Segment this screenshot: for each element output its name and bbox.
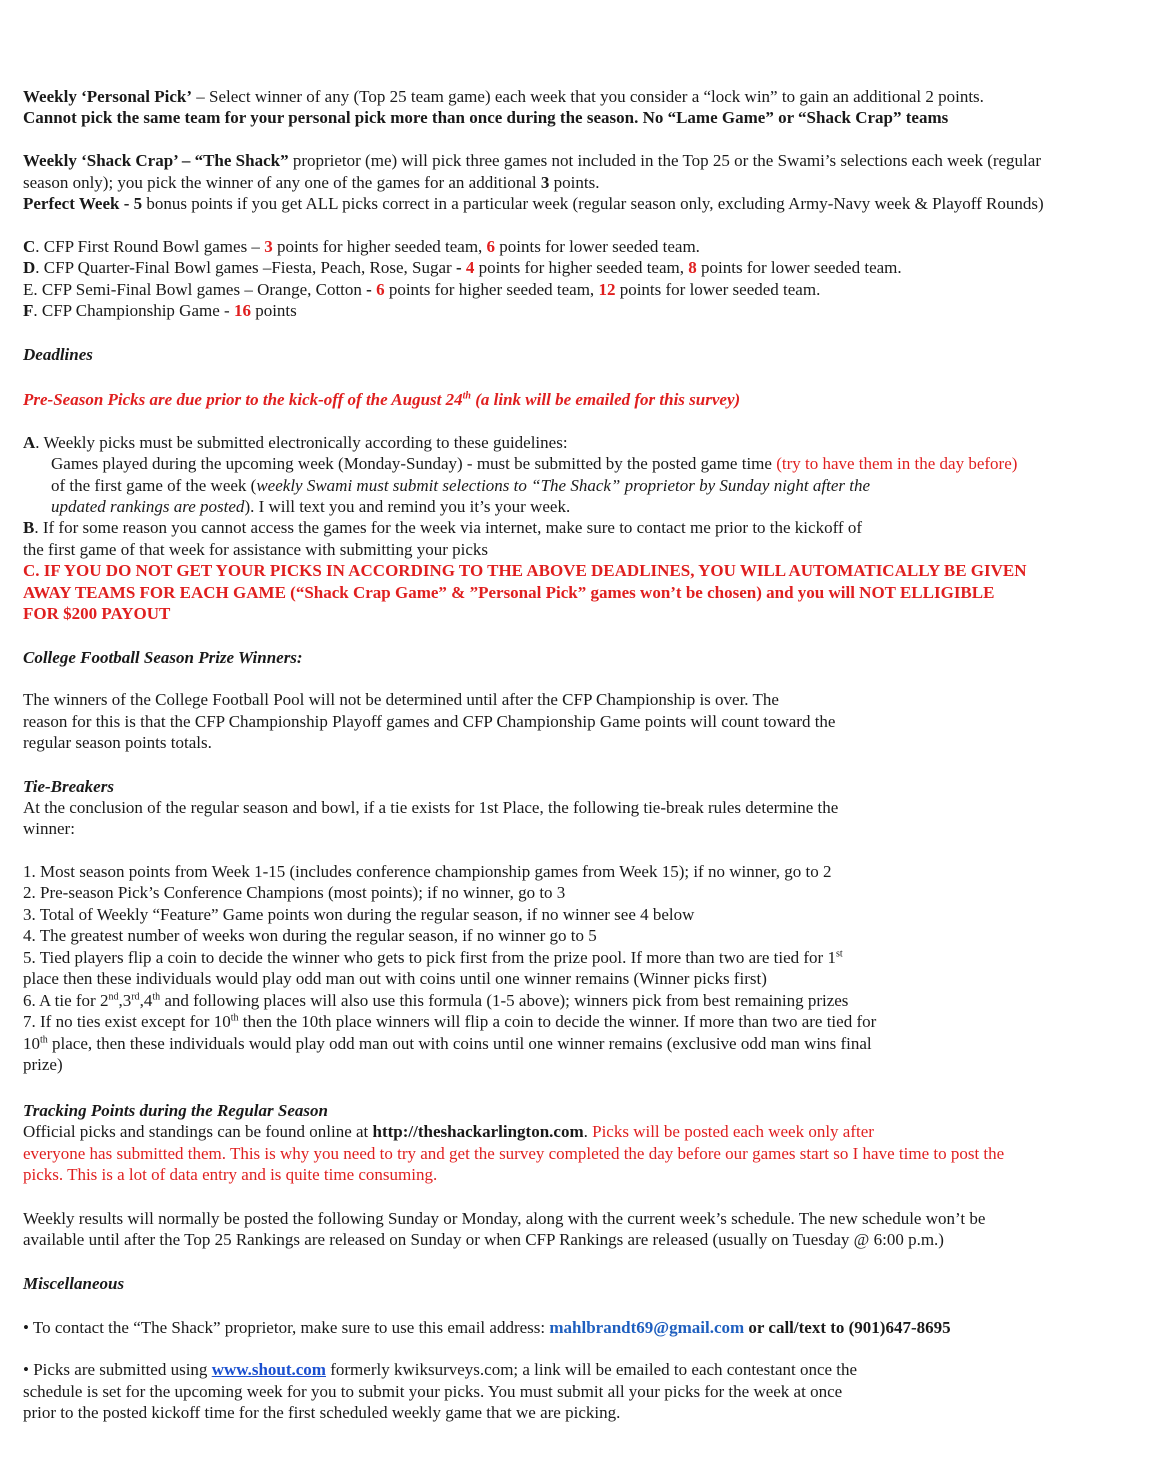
tracking-red-text: Picks will be posted each week only after — [592, 1122, 874, 1141]
tiebreaker-rule-6-text: ,4 — [139, 991, 153, 1010]
prize-line2: reason for this is that the CFP Championship Playoff games and CFP Championship Game points will count toward the — [23, 712, 836, 731]
bowl-rule-c — [23, 236, 700, 258]
perfect-week-rule — [23, 193, 1044, 215]
tiebreaker-rule-7-text: then the 10th place winners will flip a coin to decide the winner. If more than two are tied for — [238, 1012, 877, 1031]
preseason-note: (a link will be emailed for this survey) — [471, 390, 741, 409]
bowl-points-high: 4 — [465, 258, 475, 277]
bowl-points-low: 6 — [486, 237, 496, 256]
tiebreaker-rule-6-text: ,3 — [118, 991, 132, 1010]
personal-pick-text: – Select winner of any (Top 25 team game) each week that you consider a “lock win” to gain an additional 2 points. — [192, 87, 984, 106]
personal-pick-restriction: Cannot pick the same team for your personal pick more than once during the season. No “Lame Game” or “Shack Crap” teams — [23, 108, 949, 127]
tiebreaker-rule-7-text: 10 — [23, 1034, 40, 1053]
shack-crap-line1: proprietor (me) will pick three games not included in the Top 25 or the Swami’s selections each week (regular — [288, 151, 1041, 170]
bowl-rule-d — [23, 257, 902, 279]
deadline-a-sub1-red: (try to have them in the day before) — [776, 454, 1018, 473]
deadline-c-line2: AWAY TEAMS FOR EACH GAME (“Shack Crap Game” & ”Personal Pick” games won’t be chosen) and you will NOT ELLIGIBLE — [23, 583, 995, 602]
bowl-points-low: 8 — [688, 258, 697, 277]
deadline-a-sub3-text: ). I will text you and remind you it’s your week. — [244, 497, 571, 516]
bowl-text: points for lower seeded team. — [615, 280, 821, 299]
perfect-week-text: bonus points if you get ALL picks correct in a particular week (regular season only, excluding Army-Navy week & Playoff Rounds) — [142, 194, 1044, 213]
misc-heading: Miscellaneous — [23, 1274, 125, 1293]
prize-line3: regular season points totals. — [23, 733, 212, 752]
tiebreaker-rule-5 — [23, 947, 843, 969]
prize-line1: The winners of the College Football Pool will not be determined until after the CFP Championship is over. The — [23, 690, 779, 709]
tiebreaker-rule-7 — [23, 1011, 876, 1033]
tiebreaker-rule-5-text: 5. Tied players flip a coin to decide the winner who gets to pick first from the prize pool. If more than two are tied for 1 — [23, 948, 836, 967]
deadline-a-sub2 — [51, 475, 870, 497]
deadlines-heading: Deadlines — [23, 345, 93, 364]
bowl-rule-f — [23, 300, 297, 322]
tiebreaker-rule-6 — [23, 990, 848, 1012]
perfect-week-title: Perfect Week - 5 — [23, 194, 143, 213]
deadline-a-sub1 — [51, 453, 1017, 475]
bowl-points-low: 12 — [598, 280, 616, 299]
tracking-text: . — [583, 1122, 593, 1141]
tracking-text: Official picks and standings can be found online at — [23, 1122, 373, 1141]
contact-text: • To contact the “The Shack” proprietor, make sure to use this email address: — [23, 1318, 550, 1337]
tiebreaker-rule-7b — [23, 1033, 872, 1055]
tiebreakers-heading: Tie-Breakers — [23, 777, 114, 796]
bowl-points-high: 3 — [264, 237, 273, 256]
picks-line1 — [23, 1359, 857, 1381]
tiebreaker-rule-7c: prize) — [23, 1055, 63, 1074]
preseason-sup: th — [462, 390, 471, 402]
contact-line — [23, 1317, 951, 1339]
deadline-a — [23, 432, 568, 454]
picks-line3: prior to the posted kickoff time for the first scheduled weekly game that we are picking. — [23, 1403, 621, 1422]
shack-crap-line2b: points. — [549, 173, 600, 192]
bowl-dash: - — [366, 280, 377, 299]
tiebreaker-rule-4: 4. The greatest number of weeks won during the regular season, if no winner go to 5 — [23, 926, 597, 945]
bowl-text: points for higher seeded team, — [474, 258, 689, 277]
picks-line2: schedule is set for the upcoming week for you to submit your picks. You must submit all your picks for the week at once — [23, 1382, 843, 1401]
tiebreakers-intro1: At the conclusion of the regular season and bowl, if a tie exists for 1st Place, the following tie-break rules determine the — [23, 798, 839, 817]
shack-crap-points: 3 — [540, 173, 550, 192]
shack-crap-line2 — [23, 172, 599, 194]
tiebreaker-rule-5-sup: st — [835, 948, 843, 960]
bowl-dash: - — [455, 258, 466, 277]
bowl-text: points for lower seeded team. — [696, 258, 902, 277]
prize-heading: College Football Season Prize Winners: — [23, 648, 303, 667]
tracking-line2: everyone has submitted them. This is why you need to try and get the survey completed the day before our games start so I have time to post the — [23, 1144, 1005, 1163]
shack-crap-rule — [23, 150, 1041, 172]
deadline-b — [23, 517, 862, 539]
deadline-b-text: . If for some reason you cannot access the games for the week via internet, make sure to contact me prior to the kickoff of — [34, 518, 863, 537]
picks-text: • Picks are submitted using — [23, 1360, 212, 1379]
tiebreaker-rule-7-sup: th — [40, 1034, 48, 1046]
bowl-letter: E — [23, 280, 34, 299]
tiebreaker-rule-7-text: place, then these individuals would play odd man out with coins until one winner remains (exclusive odd man wins final — [47, 1034, 872, 1053]
tiebreaker-rule-1: 1. Most season points from Week 1-15 (includes conference championship games from Week 15); if no winner, go to 2 — [23, 862, 832, 881]
bowl-points-high: 6 — [376, 280, 385, 299]
tracking-line1 — [23, 1121, 874, 1143]
tiebreaker-rule-5b: place then these individuals would play odd man out with coins until one winner remains (Winner picks first) — [23, 969, 767, 988]
results-line2: available until after the Top 25 Rankings are released on Sunday or when CFP Rankings are released (usually on Tuesday @ 6:00 p.m.) — [23, 1230, 944, 1249]
bowl-text: points for higher seeded team, — [384, 280, 599, 299]
preseason-deadline — [23, 389, 740, 411]
tracking-line3: picks. This is a lot of data entry and is quite time consuming. — [23, 1165, 438, 1184]
bowl-letter: C — [23, 237, 36, 256]
email-link[interactable]: mahlbrandt69@gmail.com — [549, 1318, 745, 1337]
bowl-rule-e — [23, 279, 820, 301]
deadline-c-line3: FOR $200 PAYOUT — [23, 604, 171, 623]
deadline-b-line2: the first game of that week for assistance with submitting your picks — [23, 540, 489, 559]
tiebreakers-intro2: winner: — [23, 819, 75, 838]
bowl-text: points for higher seeded team, — [272, 237, 487, 256]
bowl-letter: F — [23, 301, 34, 320]
tiebreaker-rule-6-text: 6. A tie for 2 — [23, 991, 109, 1010]
deadline-c-line1: C. IF YOU DO NOT GET YOUR PICKS IN ACCORDING TO THE ABOVE DEADLINES, YOU WILL AUTOMATICALLY BE GIVEN — [23, 561, 1027, 580]
bowl-letter: D — [23, 258, 36, 277]
site-url-link[interactable]: http://theshackarlington.com — [372, 1122, 584, 1141]
tiebreaker-rule-6-sup: rd — [131, 991, 140, 1003]
bowl-text: . CFP Semi-Final Bowl games – Orange, Cotton — [33, 280, 367, 299]
deadline-a-sub2-italic: weekly Swami must submit selections to “The Shack” proprietor by Sunday night after the — [256, 476, 871, 495]
shack-crap-line2a: season only); you pick the winner of any one of the games for an additional — [23, 173, 541, 192]
contact-phone: or call/text to (901)647-8695 — [744, 1318, 951, 1337]
shout-link[interactable]: www.shout.com — [211, 1360, 326, 1379]
tiebreaker-rule-6-text: and following places will also use this formula (1-5 above); winners pick from best remaining prizes — [160, 991, 849, 1010]
bowl-text: . CFP First Round Bowl games – — [35, 237, 265, 256]
tiebreaker-rule-6-sup: nd — [108, 991, 119, 1003]
bowl-text: points — [250, 301, 297, 320]
deadline-a-letter: A — [23, 433, 36, 452]
deadline-a-sub3 — [51, 496, 570, 518]
deadline-a-text: . Weekly picks must be submitted electronically according to these guidelines: — [35, 433, 568, 452]
bowl-text: points for lower seeded team. — [495, 237, 700, 256]
deadline-a-sub1-text: Games played during the upcoming week (Monday-Sunday) - must be submitted by the posted game time — [51, 454, 777, 473]
results-line1: Weekly results will normally be posted the following Sunday or Monday, along with the current week’s schedule. The new schedule won’t be — [23, 1209, 986, 1228]
bowl-text: . CFP Quarter-Final Bowl games –Fiesta, Peach, Rose, Sugar — [35, 258, 456, 277]
tiebreaker-rule-2: 2. Pre-season Pick’s Conference Champions (most points); if no winner, go to 3 — [23, 883, 566, 902]
deadline-a-sub2-text: of the first game of the week ( — [51, 476, 257, 495]
bowl-points: 16 — [233, 301, 251, 320]
preseason-text: Pre-Season Picks are due prior to the kick-off of the August 24 — [23, 390, 463, 409]
tiebreaker-rule-7-text: 7. If no ties exist except for 10 — [23, 1012, 231, 1031]
shack-crap-title: Weekly ‘Shack Crap’ – “The Shack” — [23, 151, 289, 170]
personal-pick-rule — [23, 86, 984, 108]
tiebreaker-rule-6-sup: th — [152, 991, 161, 1003]
bowl-text: . CFP Championship Game - — [33, 301, 234, 320]
tracking-heading: Tracking Points during the Regular Season — [23, 1101, 328, 1120]
deadline-b-letter: B — [23, 518, 35, 537]
personal-pick-title: Weekly ‘Personal Pick’ — [23, 87, 193, 106]
deadline-a-sub3-italic: updated rankings are posted — [51, 497, 245, 516]
tiebreaker-rule-7-sup: th — [230, 1012, 239, 1024]
picks-text: formerly kwiksurveys.com; a link will be emailed to each contestant once the — [325, 1360, 858, 1379]
tiebreaker-rule-3: 3. Total of Weekly “Feature” Game points won during the regular season, if no winner see 4 below — [23, 905, 695, 924]
